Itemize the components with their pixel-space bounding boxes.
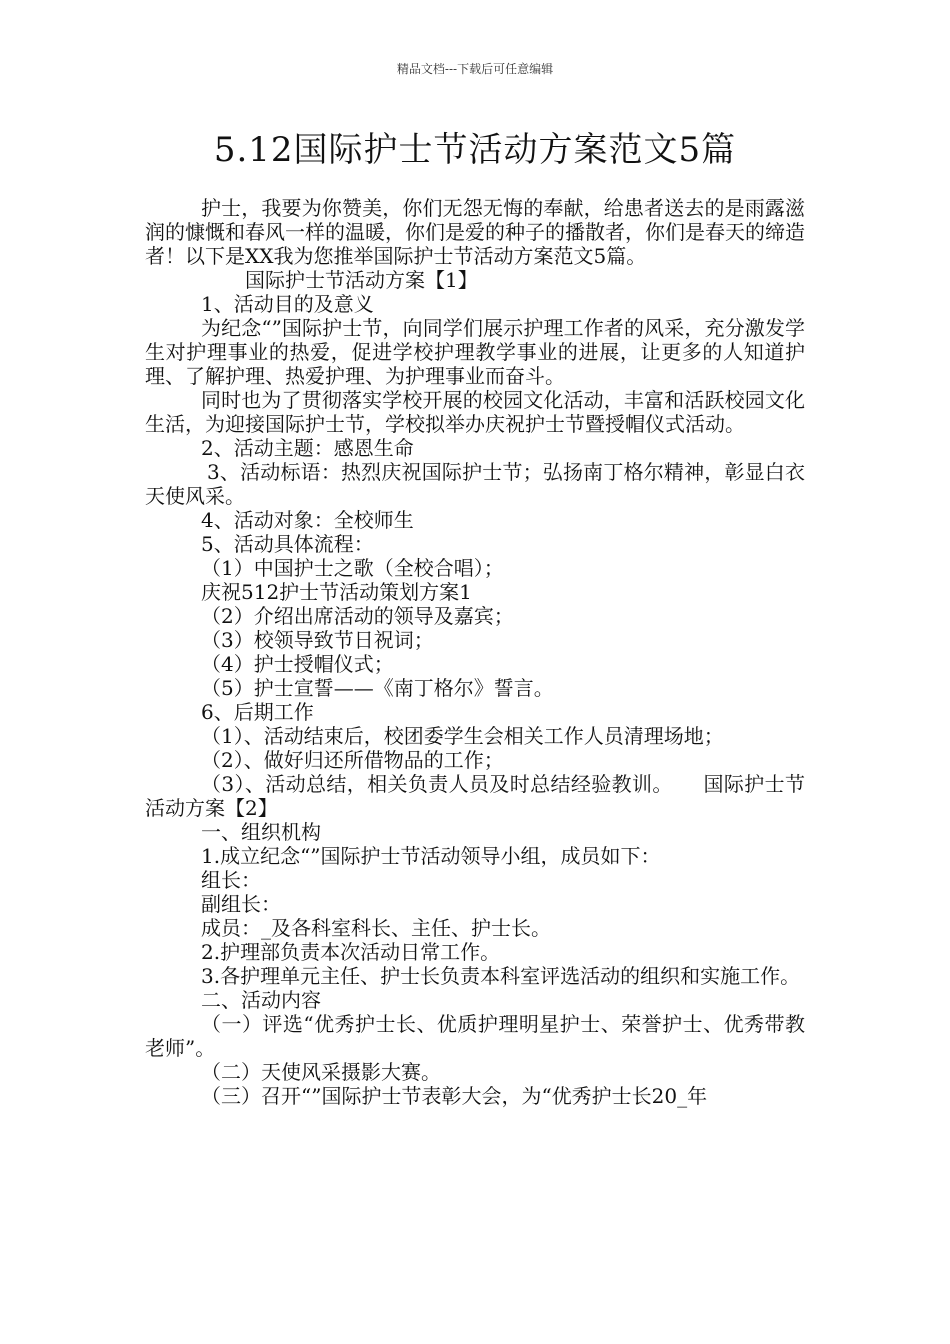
paragraph: 5、活动具体流程： bbox=[201, 532, 374, 556]
document-body bbox=[145, 196, 805, 1108]
subheading: 1、活动目的及意义 bbox=[201, 292, 374, 316]
list-item: （4）护士授帽仪式； bbox=[201, 652, 394, 676]
page-header: 精品文档---下载后可任意编辑 bbox=[396, 62, 554, 76]
list-item: （一）评选“优秀护士长、优质护理明星护士、荣誉护士、优秀带教老师”。 bbox=[145, 1012, 805, 1060]
paragraph: 3.各护理单元主任、护士长负责本科室评选活动的组织和实施工作。 bbox=[201, 964, 801, 988]
paragraph: 2、活动主题：感恩生命 bbox=[201, 436, 414, 460]
list-item: （三）召开“”国际护士节表彰大会，为“优秀护士长20_年 bbox=[201, 1084, 708, 1108]
paragraph: 副组长： bbox=[201, 892, 281, 916]
paragraph: 为纪念“”国际护士节，向同学们展示护理工作者的风采，充分激发学生对护理事业的热爱，促进学校护理教学事业的进展，让更多的人知道护理、了解护理、热爱护理、为护理事业而奋斗。 bbox=[145, 316, 805, 388]
list-item: （5）护士宣誓——《南丁格尔》誓言。 bbox=[201, 676, 554, 700]
list-item: （2）、做好归还所借物品的工作； bbox=[201, 748, 504, 772]
paragraph: 3、活动标语：热烈庆祝国际护士节；弘扬南丁格尔精神，彰显白衣天使风采。 bbox=[145, 460, 805, 508]
paragraph: 2.护理部负责本次活动日常工作。 bbox=[201, 940, 501, 964]
paragraph: 1.成立纪念“”国际护士节活动领导小组，成员如下： bbox=[201, 844, 661, 868]
intro-paragraph: 护士，我要为你赞美，你们无怨无悔的奉献，给患者送去的是雨露滋润的慷慨和春风一样的温暖，你们是爱的种子的播散者，你们是春天的缔造者！以下是XX我为您推举国际护士节活动方案范文5篇。 bbox=[145, 196, 805, 268]
paragraph: 同时也为了贯彻落实学校开展的校园文化活动，丰富和活跃校园文化生活，为迎接国际护士节，学校拟举办庆祝护士节暨授帽仪式活动。 bbox=[145, 388, 805, 436]
paragraph: 4、活动对象：全校师生 bbox=[201, 508, 414, 532]
paragraph: 庆祝512护士节活动策划方案1 bbox=[201, 580, 472, 604]
list-item: （1）、活动结束后，校团委学生会相关工作人员清理场地； bbox=[201, 724, 724, 748]
list-item: （3）、活动总结，相关负责人员及时总结经验教训。 国际护士节活动方案【2】 bbox=[145, 772, 805, 820]
list-item: （2）介绍出席活动的领导及嘉宾； bbox=[201, 604, 514, 628]
subheading: 二、活动内容 bbox=[201, 988, 321, 1012]
list-item: （二）天使风采摄影大赛。 bbox=[201, 1060, 441, 1084]
section-heading: 国际护士节活动方案【1】 bbox=[245, 268, 478, 292]
subheading: 一、组织机构 bbox=[201, 820, 321, 844]
paragraph: 组长： bbox=[201, 868, 261, 892]
list-item: （1）中国护士之歌（全校合唱）； bbox=[201, 556, 504, 580]
document-title: 5.12国际护士节活动方案范文5篇 bbox=[213, 130, 737, 170]
subheading: 6、后期工作 bbox=[201, 700, 314, 724]
list-item: （3）校领导致节日祝词； bbox=[201, 628, 434, 652]
paragraph: 成员：_及各科室科长、主任、护士长。 bbox=[201, 916, 551, 940]
